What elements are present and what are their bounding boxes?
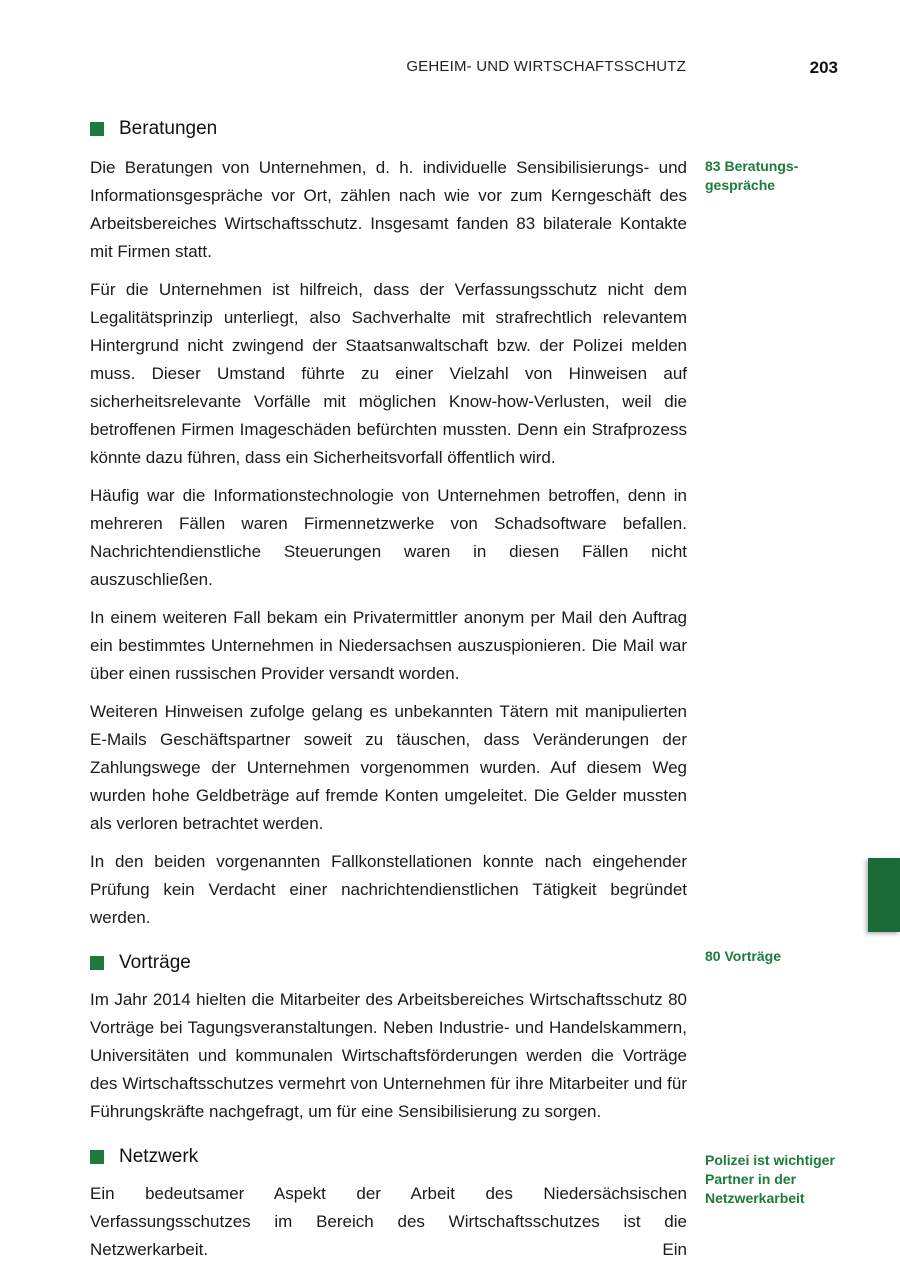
margin-note-vortraege: 80 Vorträge: [705, 948, 781, 964]
section-heading-text: Vorträge: [119, 952, 191, 973]
section-heading-beratungen: [90, 114, 687, 144]
main-text-column: [90, 114, 687, 1264]
paragraph: In einem weiteren Fall bekam ein Privatermittler anonym per Mail den Auftrag ein bestimmtes Unternehmen in Niedersachsen auszuspionieren. Die Mail war über einen russischen Provider versandt worden.: [90, 608, 687, 683]
paragraph: Für die Unternehmen ist hilfreich, dass der Verfassungsschutz nicht dem Legalitätsprinzip unterliegt, also Sachverhalte mit strafrechtlich relevantem Hintergrund nicht zwingend der Staatsanwaltschaft bzw. der Polizei melden muss. Dieser Umstand führte zu einer Vielzahl von Hinweisen auf sicherheitsrelevante Vorfälle mit möglichen Know-how-Verlusten, weil die betroffenen Firmen Imageschäden befürchten mussten. Denn ein Strafprozess könnte dazu führen, dass ein Sicherheitsvorfall öffentlich wird.: [90, 280, 687, 467]
section-heading-vortraege: [90, 948, 687, 978]
margin-note-netzwerk: Polizei ist wichtiger Partner in der Netzwerkarbeit: [705, 1152, 835, 1206]
paragraph: Ein bedeutsamer Aspekt der Arbeit des Niedersächsischen Verfassungsschutzes im Bereich des Wirtschaftsschutzes ist die Netzwerkarbeit. Ein: [90, 1184, 687, 1259]
chapter-tab-marker: [868, 858, 900, 932]
margin-note-beratungsgespraeche: 83 Beratungs- gespräche: [705, 158, 799, 193]
paragraph: Häufig war die Informationstechnologie von Unternehmen betroffen, denn in mehreren Fällen waren Firmennetzwerke von Schadsoftware befallen. Nachrichtendienstliche Steuerungen waren in diesen Fällen nicht auszuschließen.: [90, 486, 687, 589]
square-bullet-icon: [90, 1150, 104, 1164]
running-header-title: GEHEIM- UND WIRTSCHAFTSSCHUTZ: [406, 58, 686, 75]
section-heading-text: Beratungen: [119, 118, 218, 139]
paragraph: In den beiden vorgenannten Fallkonstellationen konnte nach eingehender Prüfung kein Verdacht einer nachrichtendienstlichen Tätigkeit begründet werden.: [90, 852, 687, 927]
section-heading-text: Netzwerk: [119, 1146, 199, 1167]
page-number: 203: [809, 58, 838, 77]
section-heading-netzwerk: [90, 1142, 687, 1172]
paragraph: Die Beratungen von Unternehmen, d. h. individuelle Sensibilisierungs- und Informationsgespräche vor Ort, zählen nach wie vor zum Kerngeschäft des Arbeitsbereiches Wirtschaftsschutz. Insgesamt fanden 83 bilaterale Kontakte mit Firmen statt.: [90, 158, 687, 261]
paragraph: Weiteren Hinweisen zufolge gelang es unbekannten Tätern mit manipulierten E-Mails Geschäftspartner soweit zu täuschen, dass Veränderungen der Zahlungswege der Unternehmen vorgenommen wurden. Auf diesem Weg wurden hohe Geldbeträge auf fremde Konten umgeleitet. Die Gelder mussten als verloren betrachtet werden.: [90, 702, 687, 833]
square-bullet-icon: [90, 122, 104, 136]
square-bullet-icon: [90, 956, 104, 970]
paragraph: Im Jahr 2014 hielten die Mitarbeiter des Arbeitsbereiches Wirtschaftsschutz 80 Vorträge bei Tagungsveranstaltungen. Neben Industrie- und Handelskammern, Universitäten und kommunalen Wirtschaftsförderungen werden die Vorträge des Wirtschaftsschutzes vermehrt von Unternehmen für ihre Mitarbeiter und für Führungskräfte nachgefragt, um für eine Sensibilisierung zu sorgen.: [90, 990, 687, 1121]
